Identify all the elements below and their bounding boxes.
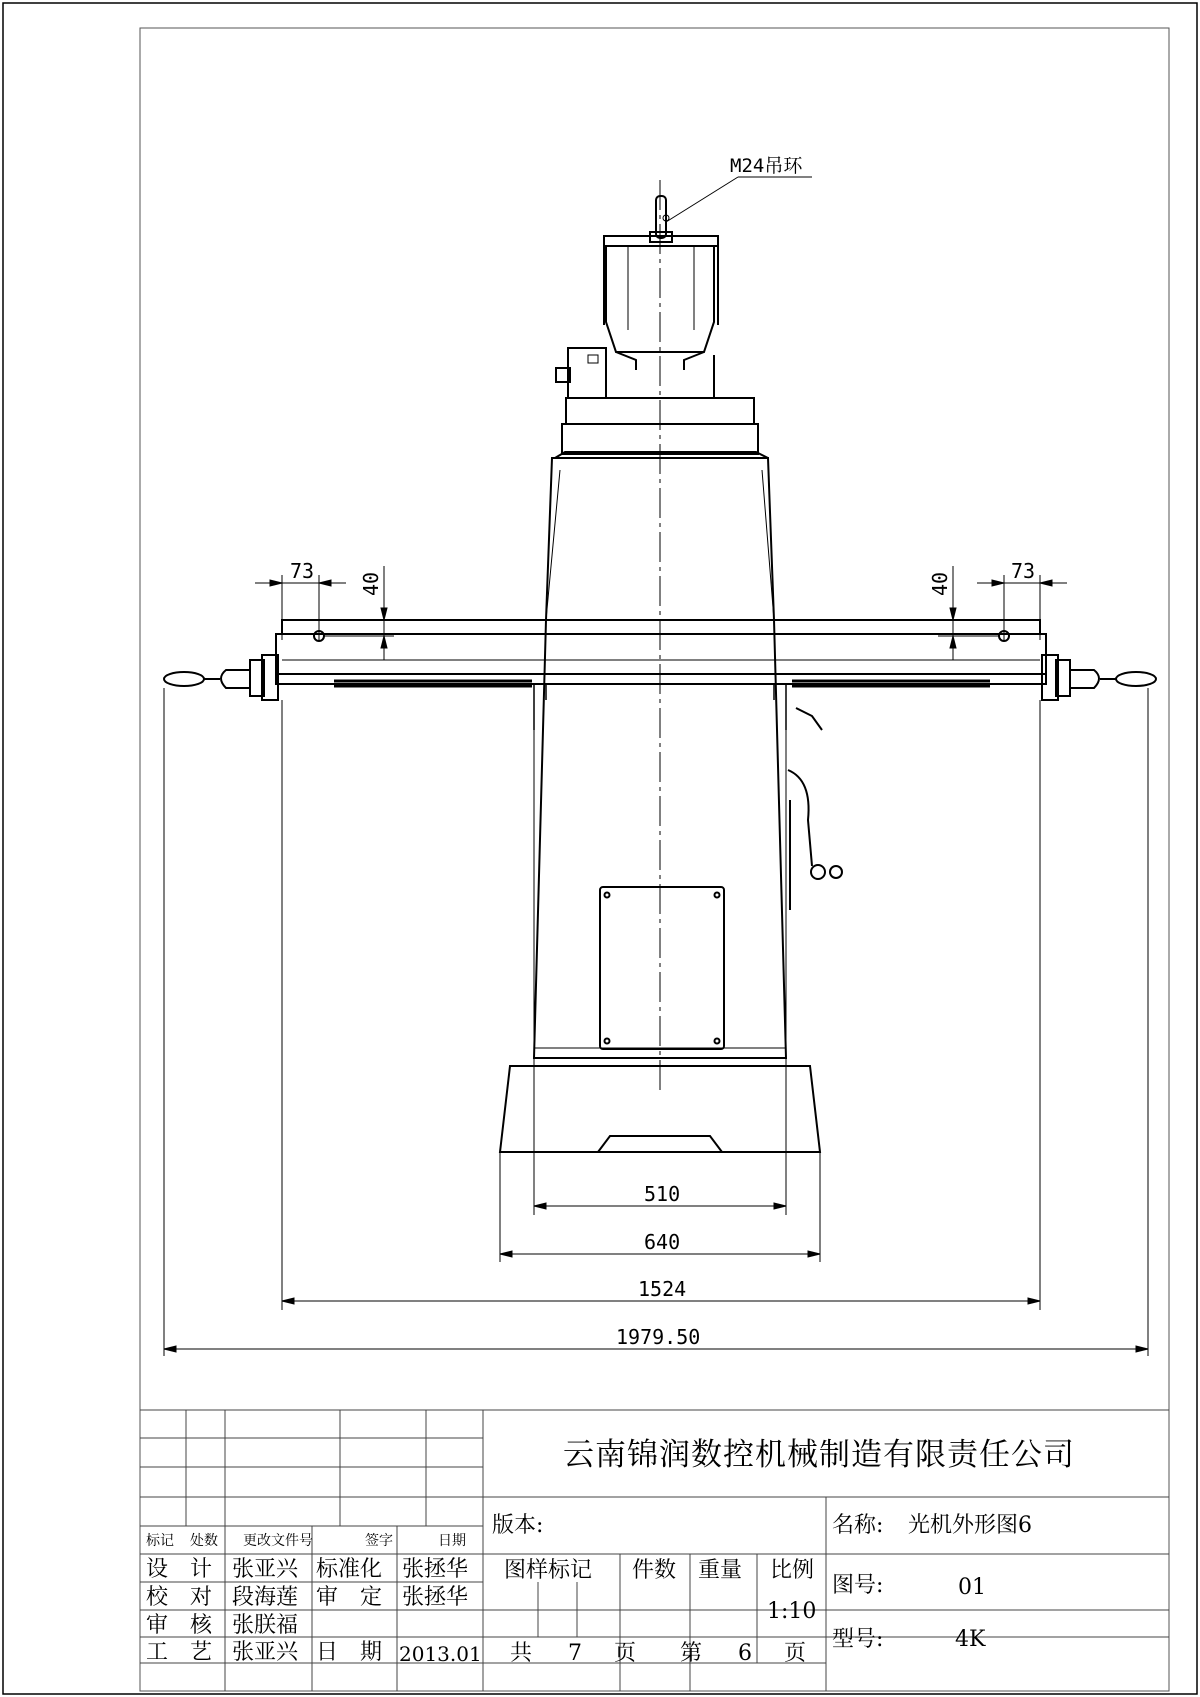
total-label: 共 bbox=[510, 1641, 533, 1666]
standard-name: 张拯华 bbox=[402, 1557, 469, 1582]
approve-name: 张拯华 bbox=[402, 1585, 469, 1610]
lifting-ring-label: M24吊环 bbox=[730, 155, 803, 177]
dim-1979: 1979.50 bbox=[616, 1325, 701, 1349]
quantity-header: 件数 bbox=[632, 1558, 677, 1583]
company-name: 云南锦润数控机械制造有限责任公司 bbox=[563, 1437, 1075, 1473]
design-label: 设 计 bbox=[146, 1557, 213, 1582]
process-name: 张亚兴 bbox=[232, 1640, 299, 1665]
standard-label: 标准化 bbox=[316, 1557, 383, 1582]
name-label: 名称: bbox=[832, 1513, 884, 1538]
rev-header-sign: 签字 bbox=[365, 1533, 393, 1549]
total-pages: 7 bbox=[568, 1641, 582, 1666]
dim-40-left: 40 bbox=[359, 571, 383, 596]
left-handwheel bbox=[164, 655, 278, 700]
drawing-no-label: 图号: bbox=[832, 1573, 884, 1598]
weight-header: 重量 bbox=[698, 1558, 743, 1583]
rev-header-count: 处数 bbox=[190, 1533, 218, 1549]
right-handwheel bbox=[1042, 655, 1156, 700]
knee-crank bbox=[788, 708, 842, 910]
date-value: 2013.01 bbox=[399, 1642, 482, 1666]
ram-head bbox=[555, 398, 768, 458]
name-value: 光机外形图6 bbox=[908, 1513, 1032, 1538]
date-label: 日 期 bbox=[316, 1640, 383, 1665]
review-name: 张朕福 bbox=[232, 1613, 299, 1638]
dim-640: 640 bbox=[644, 1230, 681, 1254]
dim-73-right: 73 bbox=[1011, 559, 1036, 583]
lifting-ring-leader bbox=[666, 177, 812, 222]
rev-header-date: 日期 bbox=[438, 1533, 466, 1549]
rev-header-docno: 更改文件号 bbox=[243, 1533, 313, 1549]
scale-value: 1:10 bbox=[767, 1599, 817, 1624]
rev-header-mark: 标记 bbox=[146, 1533, 174, 1549]
version-label: 版本: bbox=[492, 1513, 544, 1538]
check-label: 校 对 bbox=[146, 1585, 213, 1610]
access-panel bbox=[600, 887, 724, 1049]
current-page: 6 bbox=[738, 1641, 752, 1666]
drawing-no-value: 01 bbox=[958, 1575, 986, 1600]
current-label: 第 bbox=[680, 1641, 703, 1666]
process-label: 工 艺 bbox=[146, 1640, 213, 1665]
model-value: 4K bbox=[955, 1627, 986, 1652]
page-unit-2: 页 bbox=[784, 1641, 807, 1666]
dim-40-right: 40 bbox=[928, 571, 952, 596]
review-label: 审 核 bbox=[146, 1613, 213, 1638]
machine-front-view bbox=[164, 180, 1156, 1152]
dim-73-left: 73 bbox=[290, 559, 315, 583]
work-table bbox=[276, 620, 1046, 684]
dim-510: 510 bbox=[644, 1182, 681, 1206]
approve-label: 审 定 bbox=[316, 1585, 383, 1610]
page-unit-1: 页 bbox=[614, 1641, 637, 1666]
model-label: 型号: bbox=[832, 1627, 884, 1652]
scale-header: 比例 bbox=[770, 1558, 815, 1583]
motor-housing bbox=[556, 236, 718, 398]
title-block bbox=[140, 1410, 1169, 1692]
pattern-mark: 图样标记 bbox=[504, 1558, 593, 1583]
dim-1524: 1524 bbox=[638, 1277, 687, 1301]
design-name: 张亚兴 bbox=[232, 1557, 299, 1582]
check-name: 段海莲 bbox=[232, 1585, 299, 1610]
